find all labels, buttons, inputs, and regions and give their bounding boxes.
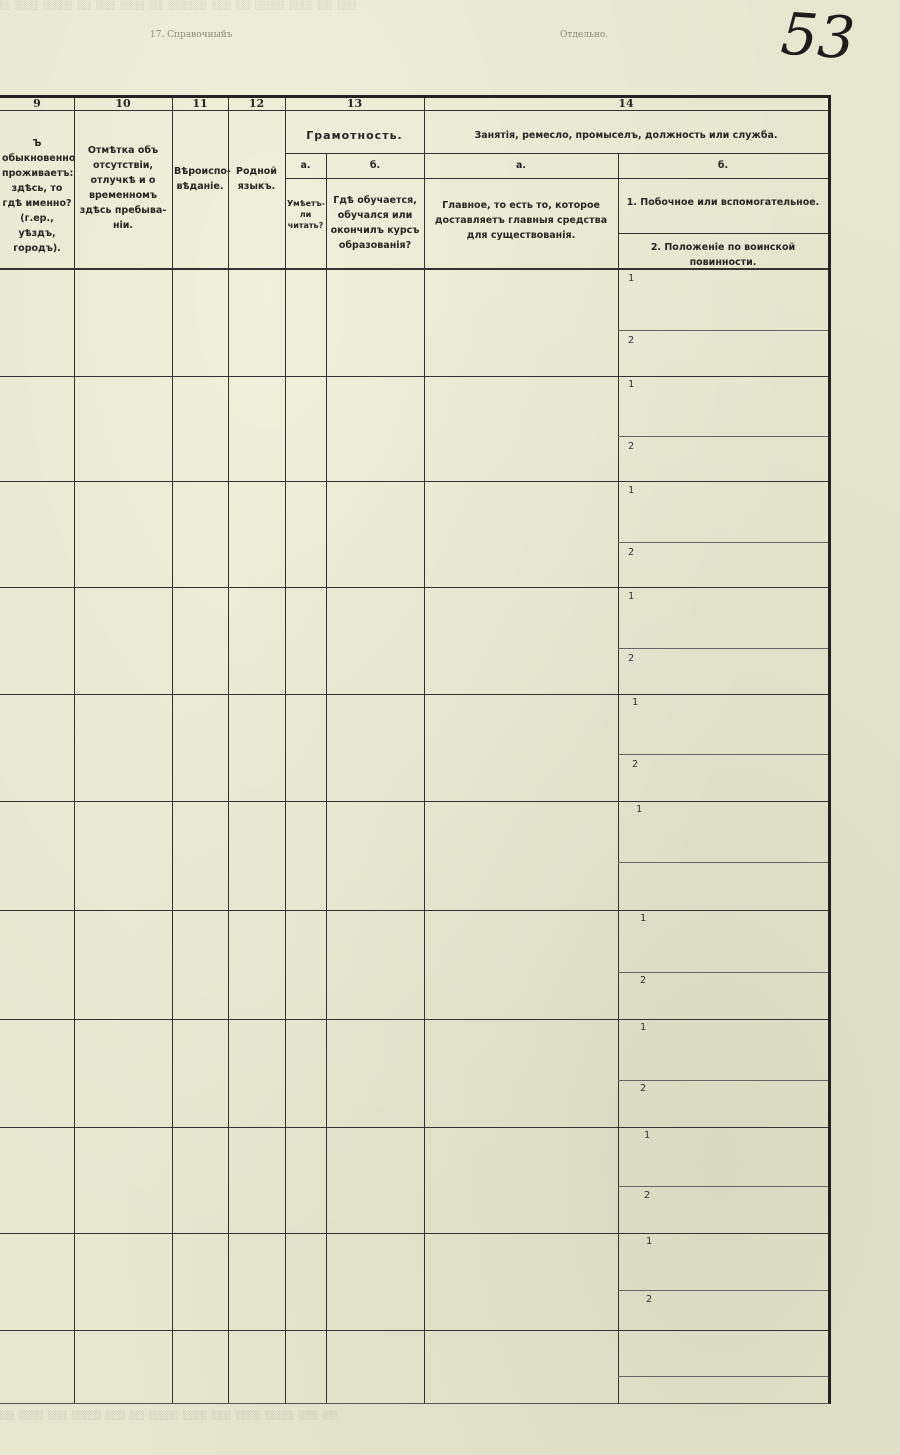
row-marker: 2 (640, 975, 647, 986)
col11-header: Вѣроиспо-вѣданіе. (174, 166, 231, 192)
header-note-left: 17. Справочныйъ (150, 30, 233, 40)
header-note-right: Отдельно. (560, 30, 609, 40)
colnum-12: 12 (248, 97, 265, 110)
col12-header: Родной языкъ. (236, 166, 277, 192)
colnum-13: 13 (346, 97, 363, 110)
row-marker: 2 (628, 547, 635, 558)
col14b-item1: 1. Побочное или вспомогательное. (626, 197, 820, 208)
row-marker: 1 (632, 697, 639, 708)
row-marker: 1 (628, 379, 635, 390)
row-marker: 2 (628, 441, 635, 452)
row-marker: 2 (632, 759, 639, 770)
colnum-11: 11 (192, 97, 208, 110)
col9-header: Ъ обыкновенно проживаетъ: здѣсь, то гдѣ именно? (г.ер., уѣздъ, городъ). (2, 138, 76, 254)
census-table (0, 95, 831, 1404)
row-marker: 1 (628, 273, 635, 284)
row-marker: 1 (646, 1236, 653, 1247)
row-marker: 1 (628, 485, 635, 496)
row-marker: 2 (646, 1294, 653, 1305)
col14a-label: а. (515, 160, 527, 171)
row-marker: 2 (628, 653, 635, 664)
col13-header: Грамотность. (306, 129, 403, 142)
col10-header: Отмѣтка объ отсутствіи, отлучкѣ и о временномъ здѣсь пребыва-ніи. (79, 145, 167, 231)
bleed-through-text-bottom: ░░░ ░░░░░ ░░░░ ░░░░░░ ░░░░ ░░░ ░░░░░░ ░░░░░ ░░░░ ░░░░░ ░░░░░░ ░░░░ ░░░ (0, 1411, 338, 1420)
col14b-label: б. (717, 160, 729, 171)
row-marker: 2 (640, 1083, 647, 1094)
col13a-label: а. (300, 160, 311, 171)
row-marker: 2 (644, 1190, 651, 1201)
col14b-item2: 2. Положеніе по воинской повинности. (650, 242, 796, 268)
row-marker: 2 (628, 335, 635, 346)
row-marker: 1 (644, 1130, 651, 1141)
colnum-9: 9 (33, 97, 41, 110)
col14-header: Занятія, ремесло, промыселъ, должность или служба. (474, 130, 778, 141)
colnum-14: 14 (618, 97, 634, 110)
col13a-text: Умѣетъ-ли читать? (287, 199, 325, 230)
row-marker: 1 (636, 804, 643, 815)
col13b-label: б. (369, 160, 381, 171)
col13b-text: Гдѣ обучается, обучался или окончилъ курсъ образованія? (330, 195, 420, 251)
bleed-through-text: ░░ ░░░░░ ░░░░░░ ░░░ ░░░░ ░░░░░ ░░░ ░░░░░░░░ ░░░░ ░░░ ░░░░░░ ░░░░░ ░░░ ░░░░ (0, 1, 357, 10)
row-marker: 1 (640, 1022, 647, 1033)
colnum-10: 10 (115, 97, 131, 110)
page-number: 53 (778, 0, 858, 73)
row-marker: 1 (628, 591, 635, 602)
row-marker: 1 (640, 913, 647, 924)
col14a-text: Главное, то есть то, которое доставляетъ главныя средства для существованія. (434, 200, 608, 241)
